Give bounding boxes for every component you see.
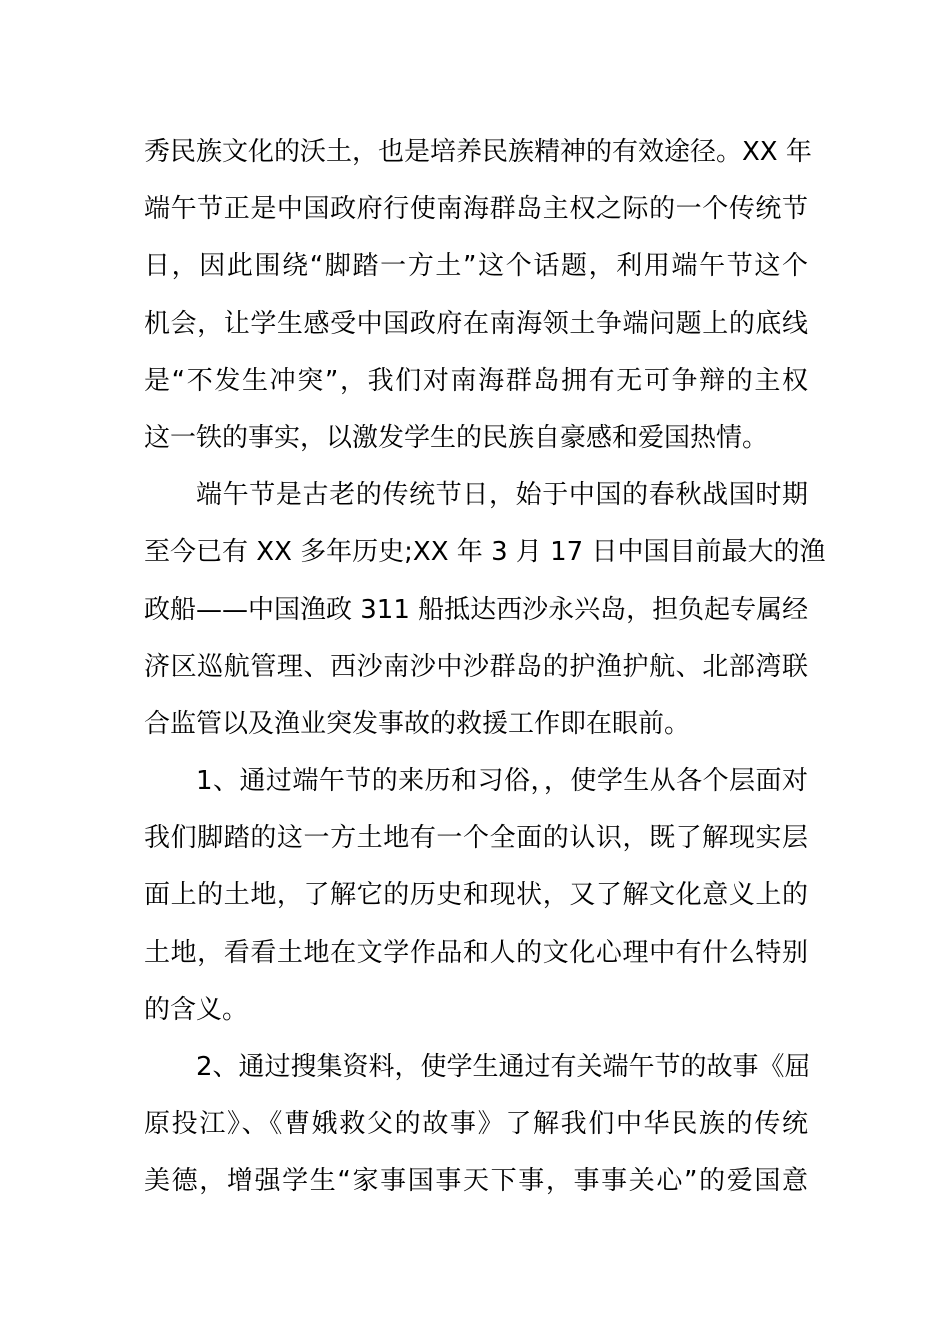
text-line: 是“不发生冲突”，我们对南海群岛拥有无可争辩的主权	[144, 365, 808, 396]
paragraph-1	[144, 124, 812, 467]
text-line: 我们脚踏的这一方土地有一个全面的认识，既了解现实层	[144, 823, 808, 854]
text-line: 济区巡航管理、西沙南沙中沙群岛的护渔护航、北部湾联	[144, 651, 808, 682]
text-line: 端午节正是中国政府行使南海群岛主权之际的一个传统节	[144, 194, 808, 225]
text-line: 政船——中国渔政 311 船抵达西沙永兴岛，担负起专属经	[144, 594, 809, 625]
body-text	[144, 124, 826, 1211]
text-line: 1、通过端午节的来历和习俗，，使学生从各个层面对	[196, 766, 808, 797]
text-line: 2、通过搜集资料，使学生通过有关端午节的故事《屈	[196, 1052, 811, 1082]
text-line: 日，因此围绕“脚踏一方土”这个话题，利用端午节这个	[144, 251, 808, 282]
text-line: 美德，增强学生“家事国事天下事，事事关心”的爱国意	[144, 1166, 808, 1197]
paragraph-2	[144, 467, 826, 753]
text-line: 的含义。	[144, 994, 249, 1025]
paragraph-4	[144, 1039, 811, 1211]
text-line: 土地，看看土地在文学作品和人的文化心理中有什么特别	[144, 937, 808, 968]
text-line: 秀民族文化的沃土，也是培养民族精神的有效途径。XX 年	[144, 137, 812, 167]
text-line: 至今已有 XX 多年历史;XX 年 3 月 17 日中国目前最大的渔	[144, 537, 826, 568]
text-line: 端午节是古老的传统节日，始于中国的春秋战国时期	[196, 480, 808, 511]
text-line: 机会，让学生感受中国政府在南海领土争端问题上的底线	[144, 308, 808, 339]
text-line: 原投江》、《曹娥救父的故事》了解我们中华民族的传统	[144, 1109, 808, 1140]
paragraph-3	[144, 753, 808, 1039]
text-line: 面上的土地，了解它的历史和现状，又了解文化意义上的	[144, 880, 808, 911]
text-line: 合监管以及渔业突发事故的救援工作即在眼前。	[144, 708, 691, 739]
text-line: 这一铁的事实，以激发学生的民族自豪感和爱国热情。	[144, 422, 769, 453]
